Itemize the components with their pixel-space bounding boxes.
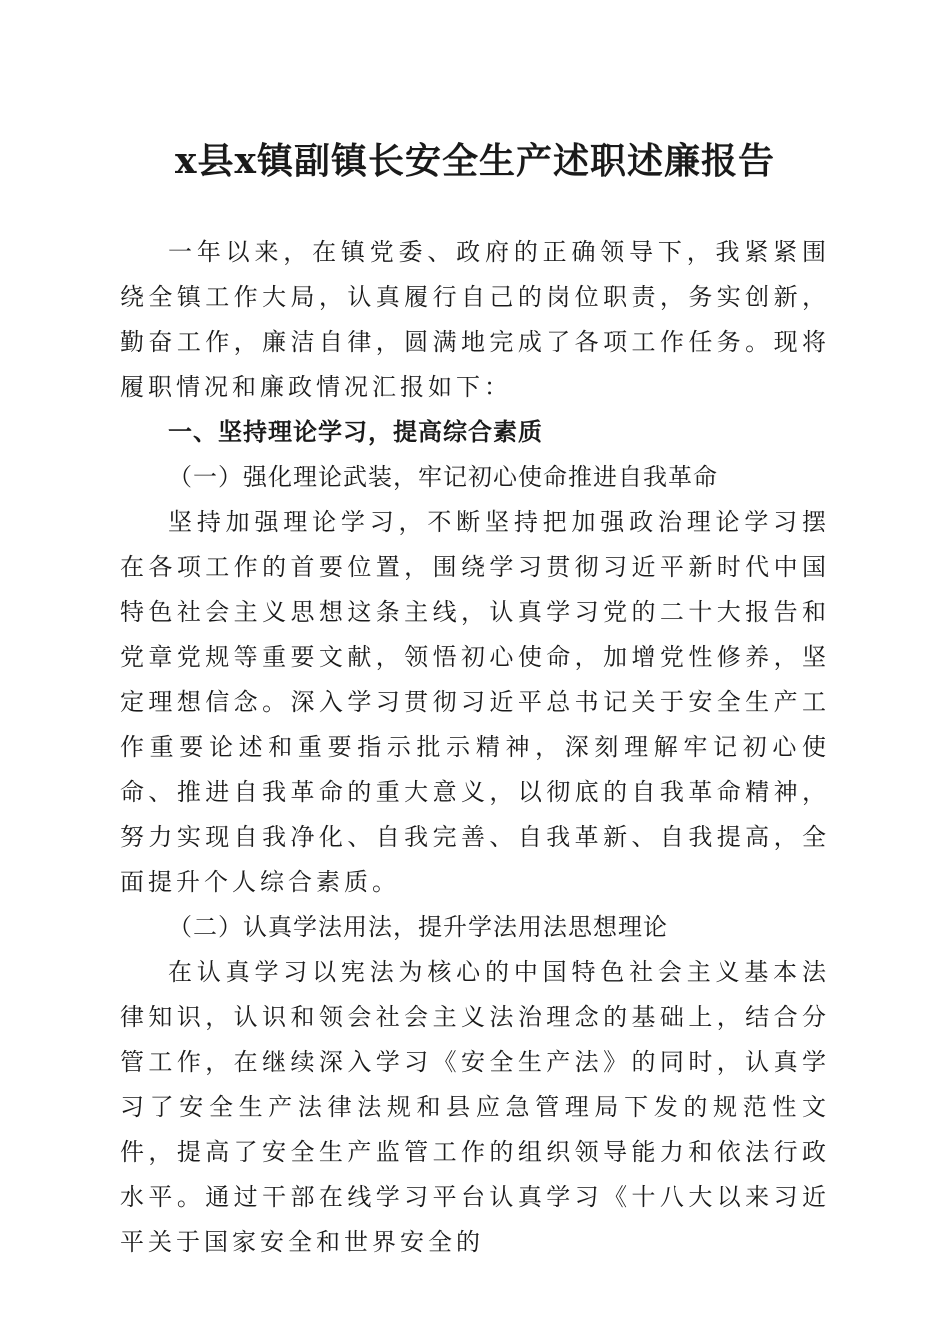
intro-paragraph: 一年以来，在镇党委、政府的正确领导下，我紧紧围绕全镇工作大局，认真履行自己的岗位职责，务实创新，勤奋工作，廉洁自律，圆满地完成了各项工作任务。现将履职情况和廉政情况汇报如下： xyxy=(120,238,830,401)
body-paragraph: 在认真学习以宪法为核心的中国特色社会主义基本法律知识，认识和领会社会主义法治理念的基础上，结合分管工作，在继续深入学习《安全生产法》的同时，认真学习了安全生产法律法规和县应急管理局下发的规范性文件，提高了安全生产监管工作的组织领导能力和依法行政水平。通过干部在线学习平台认真学习《十八大以来习近平关于国家安全和世界安全的 xyxy=(120,958,830,1256)
document-body xyxy=(120,230,830,1265)
document-title: x县x镇副镇长安全生产述职述廉报告 xyxy=(175,140,775,182)
body-paragraph: 坚持加强理论学习，不断坚持把加强政治理论学习摆在各项工作的首要位置，围绕学习贯彻习近平新时代中国特色社会主义思想这条主线，认真学习党的二十大报告和党章党规等重要文献，领悟初心使命，加增党性修养，坚定理想信念。深入学习贯彻习近平总书记关于安全生产工作重要论述和重要指示批示精神，深刻理解牢记初心使命、推进自我革命的重大意义，以彻底的自我革命精神，努力实现自我净化、自我完善、自我革新、自我提高，全面提升个人综合素质。 xyxy=(120,508,830,896)
subsection-heading: （二）认真学法用法，提升学法用法思想理论 xyxy=(168,913,668,941)
subsection-heading: （一）强化理论武装，牢记初心使命推进自我革命 xyxy=(168,463,718,491)
section-heading: 一、坚持理论学习，提高综合素质 xyxy=(168,418,543,446)
